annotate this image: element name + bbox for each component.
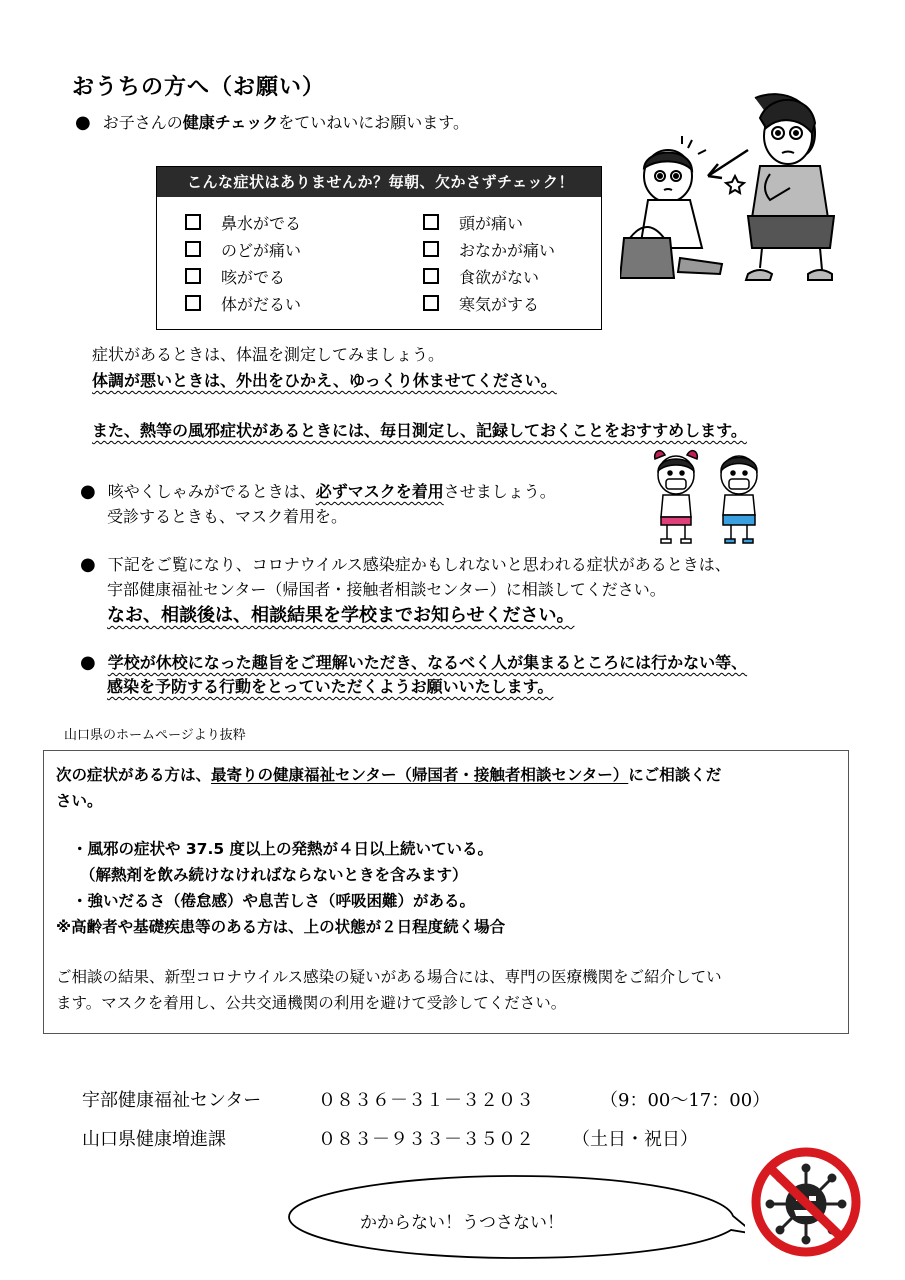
consult-text-1: 下記をご覧になり、コロナウイルス感染症かもしれないと思われる症状があるときは、 bbox=[107, 555, 731, 574]
notice-closing-1: ご相談の結果、新型コロナウイルス感染の疑いがある場合には、専門の医療機関をご紹介してい bbox=[56, 968, 722, 986]
parent-child-illustration bbox=[620, 88, 835, 288]
checklist-item-label: 頭が痛い bbox=[459, 214, 524, 233]
contact-name: 山口県健康増進課 bbox=[82, 1129, 226, 1150]
mask-pre: 咳やくしゃみがでるときは、 bbox=[107, 482, 316, 501]
intro-line bbox=[75, 110, 469, 133]
intro-text-bold: 健康チェック bbox=[182, 113, 279, 132]
notice-box bbox=[43, 750, 849, 1034]
bullet-icon: ● bbox=[80, 481, 96, 502]
school-text-1: 学校が休校になった趣旨をご理解いただき、なるべく人が集まるところには行かない等、 bbox=[107, 653, 748, 672]
temp-line-1: 症状があるときは、体温を測定してみましょう。 bbox=[92, 345, 445, 364]
consult-line-3: なお、相談後は、相談結果を学校までお知らせください。 bbox=[107, 605, 575, 626]
mask-post: させましょう。 bbox=[443, 482, 556, 501]
notice-symptom-1b: （解熱剤を飲み続けなければならないときを含みます） bbox=[80, 866, 468, 884]
checklist-item[interactable] bbox=[185, 292, 301, 315]
contact-phone[interactable]: ０８３６－３１－３２０３ bbox=[318, 1090, 534, 1111]
checklist-item-label: のどが痛い bbox=[221, 241, 302, 260]
notice-symptom-1: ・風邪の症状や 37.5 度以上の発熱が４日以上続いている。 bbox=[72, 840, 494, 858]
checklist-item[interactable] bbox=[423, 292, 539, 315]
checklist-item-label: 鼻水がでる bbox=[221, 214, 302, 233]
contact-hours: （9：00～17：00） bbox=[600, 1090, 771, 1111]
mask-emph: 必ずマスクを着用 bbox=[315, 482, 444, 501]
bullet-icon: ● bbox=[75, 112, 91, 133]
bubble-text: かからない！うつさない！ bbox=[360, 1213, 564, 1233]
masked-kids-illustration bbox=[645, 445, 770, 545]
checklist-item[interactable] bbox=[423, 211, 523, 234]
checklist-item-label: おなかが痛い bbox=[459, 241, 556, 260]
school-line-2: 感染を予防する行動をとっていただくようお願いいたします。 bbox=[107, 677, 554, 696]
checklist-item-label: 寒気がする bbox=[459, 295, 540, 314]
checklist-item-label: 体がだるい bbox=[221, 295, 302, 314]
bullet-icon: ● bbox=[80, 554, 96, 575]
checklist-item[interactable] bbox=[423, 265, 539, 288]
mask-line-2: 受診するときも、マスク着用を。 bbox=[107, 507, 348, 526]
checkbox-icon[interactable] bbox=[423, 295, 439, 311]
consult-line-2: 宇部健康福祉センター（帰国者・接触者相談センター）に相談してください。 bbox=[107, 580, 666, 599]
contact-hours: （土日・祝日） bbox=[572, 1129, 698, 1150]
checklist-heading: こんな症状はありませんか？毎朝、欠かさずチェック！ bbox=[157, 167, 601, 197]
bullet-icon: ● bbox=[80, 652, 96, 673]
checklist-item-label: 咳がでる bbox=[221, 268, 286, 287]
school-line-1 bbox=[80, 651, 747, 675]
notice-l1-post: にご相談くだ bbox=[628, 766, 722, 784]
consult-line-1 bbox=[80, 553, 731, 577]
intro-text-post: をていねいにお願います。 bbox=[278, 113, 469, 132]
symptom-checklist bbox=[156, 166, 602, 330]
mask-line-1 bbox=[80, 480, 556, 504]
checkbox-icon[interactable] bbox=[423, 214, 439, 230]
notice-line-1 bbox=[56, 763, 721, 785]
checklist-item[interactable] bbox=[185, 238, 301, 261]
temp-line-3: また、熱等の風邪症状があるときには、毎日測定し、記録しておくことをおすすめします。 bbox=[92, 421, 747, 440]
checkbox-icon[interactable] bbox=[185, 241, 201, 257]
contact-phone[interactable]: ０８３－９３３－３５０２ bbox=[318, 1129, 534, 1150]
checkbox-icon[interactable] bbox=[185, 268, 201, 284]
temp-line-2: 体調が悪いときは、外出をひかえ、ゆっくり休ませてください。 bbox=[92, 371, 557, 390]
notice-symptom-3: ※高齢者や基礎疾患等のある方は、上の状態が２日程度続く場合 bbox=[56, 918, 506, 936]
checkbox-icon[interactable] bbox=[423, 268, 439, 284]
checkbox-icon[interactable] bbox=[185, 295, 201, 311]
checklist-item[interactable] bbox=[423, 238, 555, 261]
checkbox-icon[interactable] bbox=[185, 214, 201, 230]
notice-l1-pre: 次の症状がある方は、 bbox=[56, 766, 212, 784]
no-virus-icon bbox=[750, 1146, 862, 1258]
checkbox-icon[interactable] bbox=[423, 241, 439, 257]
source-label: 山口県のホームページより抜粋 bbox=[64, 728, 246, 743]
page-title: おうちの方へ（お願い） bbox=[72, 75, 326, 100]
intro-text-pre: お子さんの bbox=[102, 113, 183, 132]
contact-name: 宇部健康福祉センター bbox=[82, 1090, 262, 1111]
notice-symptom-2: ・強いだるさ（倦怠感）や息苦しさ（呼吸困難）がある。 bbox=[72, 892, 476, 910]
notice-l1-emph: 最寄りの健康福祉センター（帰国者・接触者相談センター） bbox=[211, 766, 629, 784]
checklist-item[interactable] bbox=[185, 211, 301, 234]
checklist-item[interactable] bbox=[185, 265, 285, 288]
notice-closing-2: ます。マスクを着用し、公共交通機関の利用を避けて受診してください。 bbox=[56, 994, 567, 1012]
checklist-item-label: 食欲がない bbox=[459, 268, 540, 287]
notice-line-2: さい。 bbox=[56, 792, 103, 810]
